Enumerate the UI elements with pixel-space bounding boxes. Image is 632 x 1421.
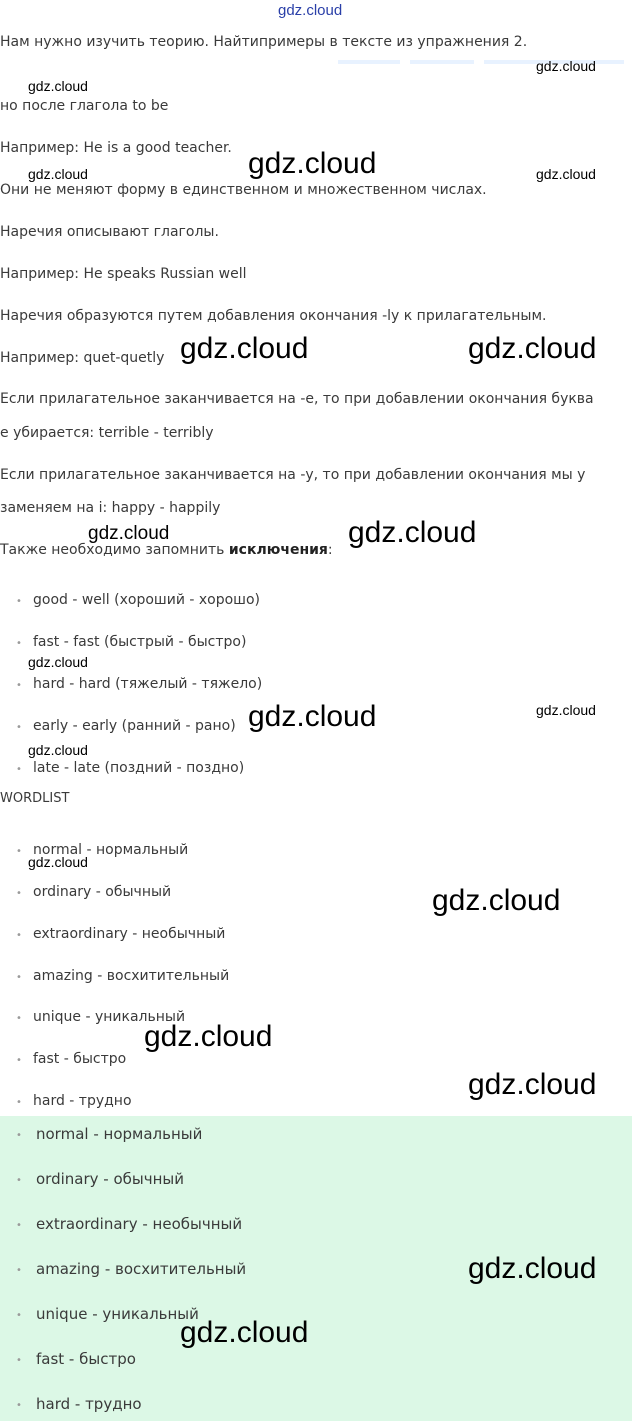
exception-item: hard - hard (тяжелый - тяжело) (33, 676, 263, 692)
bullet-dot: • (16, 1175, 22, 1186)
wordlist-item: ordinary - обычный (33, 884, 172, 900)
rule-e-line-1: Если прилагательное заканчивается на -e, то при добавлении окончания буква (0, 391, 594, 407)
example-3: Например: quet-quetly (0, 350, 165, 366)
wordlist-item: fast - быстро (33, 1051, 127, 1067)
wordlist-green-item: unique - уникальный (36, 1305, 199, 1323)
watermark: gdz.cloud (536, 702, 596, 718)
bullet-dot: • (16, 1013, 22, 1024)
bullet-dot: • (16, 1400, 22, 1411)
wordlist-green-item: ordinary - обычный (36, 1170, 184, 1188)
watermark: gdz.cloud (180, 1316, 309, 1349)
rule-y-line-1: Если прилагательное заканчивается на -y, то при добавлении окончания мы y (0, 467, 586, 483)
wordlist-green-item: normal - нормальный (36, 1125, 203, 1143)
watermark: gdz.cloud (468, 1068, 597, 1101)
bullet-dot: • (16, 1097, 22, 1108)
remember-bold: исключения (228, 542, 328, 558)
paragraph-adverbs-describe: Наречия описывают глаголы. (0, 224, 219, 240)
wordlist-item: amazing - восхитительный (33, 968, 230, 984)
wordlist-green-item: hard - трудно (36, 1395, 142, 1413)
rule-e-line-2: e убирается: terrible - terribly (0, 425, 214, 441)
wordlist-item: unique - уникальный (33, 1009, 186, 1025)
bullet-dot: • (16, 596, 22, 607)
watermark: gdz.cloud (28, 654, 88, 670)
watermark: gdz.cloud (536, 58, 596, 74)
paragraph-formation: Наречия образуются путем добавления окончания -ly к прилагательным. (0, 308, 547, 324)
paragraph-after-be: но после глагола to be (0, 98, 169, 114)
bullet-dot: • (16, 1130, 22, 1141)
watermark: gdz.cloud (28, 166, 88, 182)
watermark: gdz.cloud (348, 516, 477, 549)
watermark: gdz.cloud (536, 166, 596, 182)
watermark: gdz.cloud (248, 147, 377, 180)
bullet-dot: • (16, 972, 22, 983)
example-1: Например: He is a good teacher. (0, 140, 232, 156)
bullet-dot: • (16, 930, 22, 941)
watermark: gdz.cloud (28, 854, 88, 870)
watermark: gdz.cloud (180, 332, 309, 365)
blue-strip (410, 60, 474, 64)
watermark: gdz.cloud (28, 78, 88, 94)
bullet-dot: • (16, 1220, 22, 1231)
wordlist-item: extraordinary - необычный (33, 926, 226, 942)
wordlist-green-item: amazing - восхитительный (36, 1260, 247, 1278)
watermark: gdz.cloud (468, 332, 597, 365)
watermark-top: gdz.cloud (278, 2, 343, 19)
bullet-dot: • (16, 888, 22, 899)
remember-suffix: : (327, 542, 333, 558)
wordlist-item: hard - трудно (33, 1093, 132, 1109)
blue-strip (338, 60, 400, 64)
bullet-dot: • (16, 680, 22, 691)
bullet-dot: • (16, 1055, 22, 1066)
bullet-dot: • (16, 764, 22, 775)
wordlist-heading: WORDLIST (0, 791, 70, 806)
exception-item: early - early (ранний - рано) (33, 718, 236, 734)
example-2: Например: He speaks Russian well (0, 266, 247, 282)
wordlist-green-item: fast - быстро (36, 1350, 136, 1368)
wordlist-item: normal - нормальный (33, 842, 189, 858)
bullet-dot: • (16, 1265, 22, 1276)
wordlist-green-item: extraordinary - необычный (36, 1215, 243, 1233)
paragraph-forms: Они не меняют форму в единственном и множественном числах. (0, 182, 487, 198)
exception-item: good - well (хороший - хорошо) (33, 592, 261, 608)
rule-y-line-2: заменяем на i: happy - happily (0, 500, 221, 516)
bullet-dot: • (16, 1310, 22, 1321)
bullet-dot: • (16, 1355, 22, 1366)
exception-item: late - late (поздний - поздно) (33, 760, 245, 776)
watermark: gdz.cloud (88, 523, 170, 544)
intro-text: Нам нужно изучить теорию. Найтипримеры в тексте из упражнения 2. (0, 34, 528, 50)
exception-item: fast - fast (быстрый - быстро) (33, 634, 247, 650)
watermark: gdz.cloud (468, 1252, 597, 1285)
watermark: gdz.cloud (28, 742, 88, 758)
bullet-dot: • (16, 846, 22, 857)
remember-prefix: Также необходимо запомнить (0, 542, 229, 558)
bullet-dot: • (16, 722, 22, 733)
bullet-dot: • (16, 638, 22, 649)
watermark: gdz.cloud (248, 700, 377, 733)
watermark: gdz.cloud (432, 884, 561, 917)
watermark: gdz.cloud (144, 1020, 273, 1053)
